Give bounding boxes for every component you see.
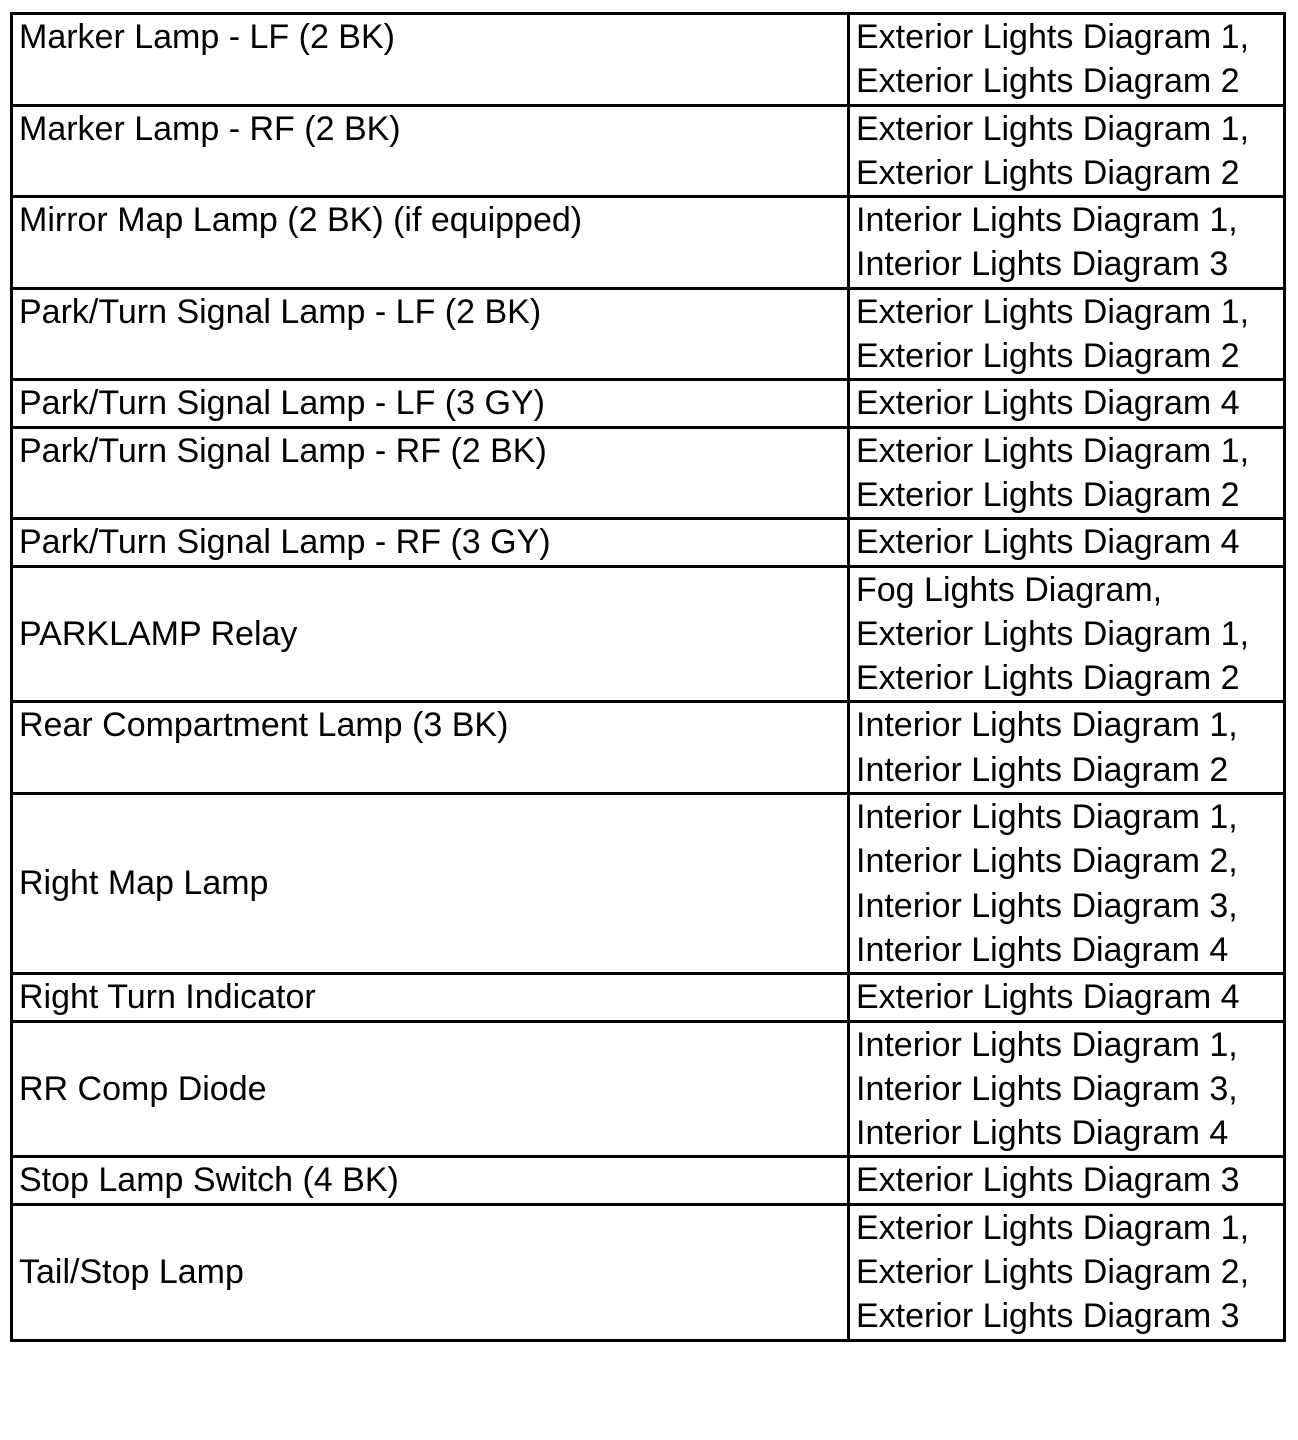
- diagram-reference-cell: [849, 1021, 1285, 1157]
- table-row: [12, 566, 1285, 702]
- diagram-reference: Interior Lights Diagram 2,: [856, 842, 1238, 881]
- component-name-cell: Mirror Map Lamp (2 BK) (if equipped): [12, 197, 849, 289]
- diagram-reference: Interior Lights Diagram 4: [856, 930, 1229, 969]
- diagram-reference-cell: [849, 519, 1285, 566]
- diagram-reference: Exterior Lights Diagram 1,: [856, 614, 1250, 653]
- component-name-cell: Right Turn Indicator: [12, 974, 849, 1021]
- component-name-cell: Marker Lamp - LF (2 BK): [12, 14, 849, 106]
- diagram-reference: Interior Lights Diagram 3: [856, 245, 1229, 284]
- component-name-cell: Park/Turn Signal Lamp - LF (3 GY): [12, 380, 849, 427]
- diagram-reference: Exterior Lights Diagram 2: [856, 659, 1240, 698]
- diagram-reference: Interior Lights Diagram 1,: [856, 706, 1238, 745]
- diagram-reference: Exterior Lights Diagram 1,: [856, 18, 1250, 56]
- table-row: [12, 1157, 1285, 1204]
- component-name-cell: Park/Turn Signal Lamp - LF (2 BK): [12, 288, 849, 380]
- component-name-cell: Marker Lamp - RF (2 BK): [12, 105, 849, 197]
- diagram-reference: Exterior Lights Diagram 2: [856, 62, 1240, 101]
- table-row: [12, 288, 1285, 380]
- table-row: [12, 519, 1285, 566]
- diagram-reference: Exterior Lights Diagram 4: [856, 523, 1240, 562]
- component-name-cell: RR Comp Diode: [12, 1021, 849, 1157]
- diagram-reference-cell: [849, 14, 1285, 106]
- diagram-reference-cell: [849, 1157, 1285, 1204]
- component-name-cell: Stop Lamp Switch (4 BK): [12, 1157, 849, 1204]
- component-name-cell: Park/Turn Signal Lamp - RF (2 BK): [12, 427, 849, 519]
- table-row: [12, 105, 1285, 197]
- diagram-reference: Exterior Lights Diagram 1,: [856, 109, 1250, 148]
- table-row: [12, 380, 1285, 427]
- diagram-reference: Exterior Lights Diagram 2,: [856, 1253, 1250, 1292]
- diagram-reference: Exterior Lights Diagram 1,: [856, 292, 1250, 331]
- diagram-reference: Interior Lights Diagram 1,: [856, 798, 1238, 837]
- table-row: [12, 427, 1285, 519]
- component-name-cell: Rear Compartment Lamp (3 BK): [12, 702, 849, 794]
- diagram-reference-cell: [849, 974, 1285, 1021]
- diagram-reference: Exterior Lights Diagram 1,: [856, 431, 1250, 470]
- diagram-reference-cell: [849, 702, 1285, 794]
- component-name-cell: Park/Turn Signal Lamp - RF (3 GY): [12, 519, 849, 566]
- table-body: [12, 14, 1285, 1341]
- diagram-reference: Exterior Lights Diagram 3: [856, 1297, 1240, 1336]
- table-row: [12, 14, 1285, 106]
- diagram-reference-cell: [849, 380, 1285, 427]
- diagram-reference: Interior Lights Diagram 2: [856, 750, 1229, 789]
- diagram-reference-cell: [849, 566, 1285, 702]
- diagram-reference: Interior Lights Diagram 3,: [856, 1069, 1238, 1108]
- diagram-reference: Fog Lights Diagram,: [856, 570, 1163, 609]
- table-row: [12, 974, 1285, 1021]
- table-row: [12, 702, 1285, 794]
- table-row: [12, 197, 1285, 289]
- diagram-reference: Exterior Lights Diagram 4: [856, 978, 1240, 1017]
- diagram-reference: Interior Lights Diagram 1,: [856, 1025, 1238, 1064]
- table-row: [12, 1021, 1285, 1157]
- diagram-reference: Interior Lights Diagram 3,: [856, 886, 1238, 925]
- diagram-reference-cell: [849, 1204, 1285, 1340]
- diagram-reference: Exterior Lights Diagram 1,: [856, 1208, 1250, 1247]
- diagram-reference: Exterior Lights Diagram 2: [856, 337, 1240, 376]
- diagram-reference-cell: [849, 427, 1285, 519]
- component-name-cell: PARKLAMP Relay: [12, 566, 849, 702]
- diagram-reference: Exterior Lights Diagram 4: [856, 384, 1240, 423]
- diagram-reference: Interior Lights Diagram 4: [856, 1114, 1229, 1153]
- diagram-reference: Exterior Lights Diagram 2: [856, 475, 1240, 514]
- component-locator-table: [10, 12, 1286, 1342]
- diagram-reference-cell: [849, 197, 1285, 289]
- component-name-cell: Right Map Lamp: [12, 794, 849, 974]
- diagram-reference-cell: [849, 794, 1285, 974]
- table-row: [12, 1204, 1285, 1340]
- component-name-cell: Tail/Stop Lamp: [12, 1204, 849, 1340]
- diagram-reference: Exterior Lights Diagram 3: [856, 1161, 1240, 1200]
- diagram-reference-cell: [849, 288, 1285, 380]
- diagram-reference-cell: [849, 105, 1285, 197]
- table-row: [12, 794, 1285, 974]
- diagram-reference: Interior Lights Diagram 1,: [856, 201, 1238, 240]
- diagram-reference: Exterior Lights Diagram 2: [856, 153, 1240, 192]
